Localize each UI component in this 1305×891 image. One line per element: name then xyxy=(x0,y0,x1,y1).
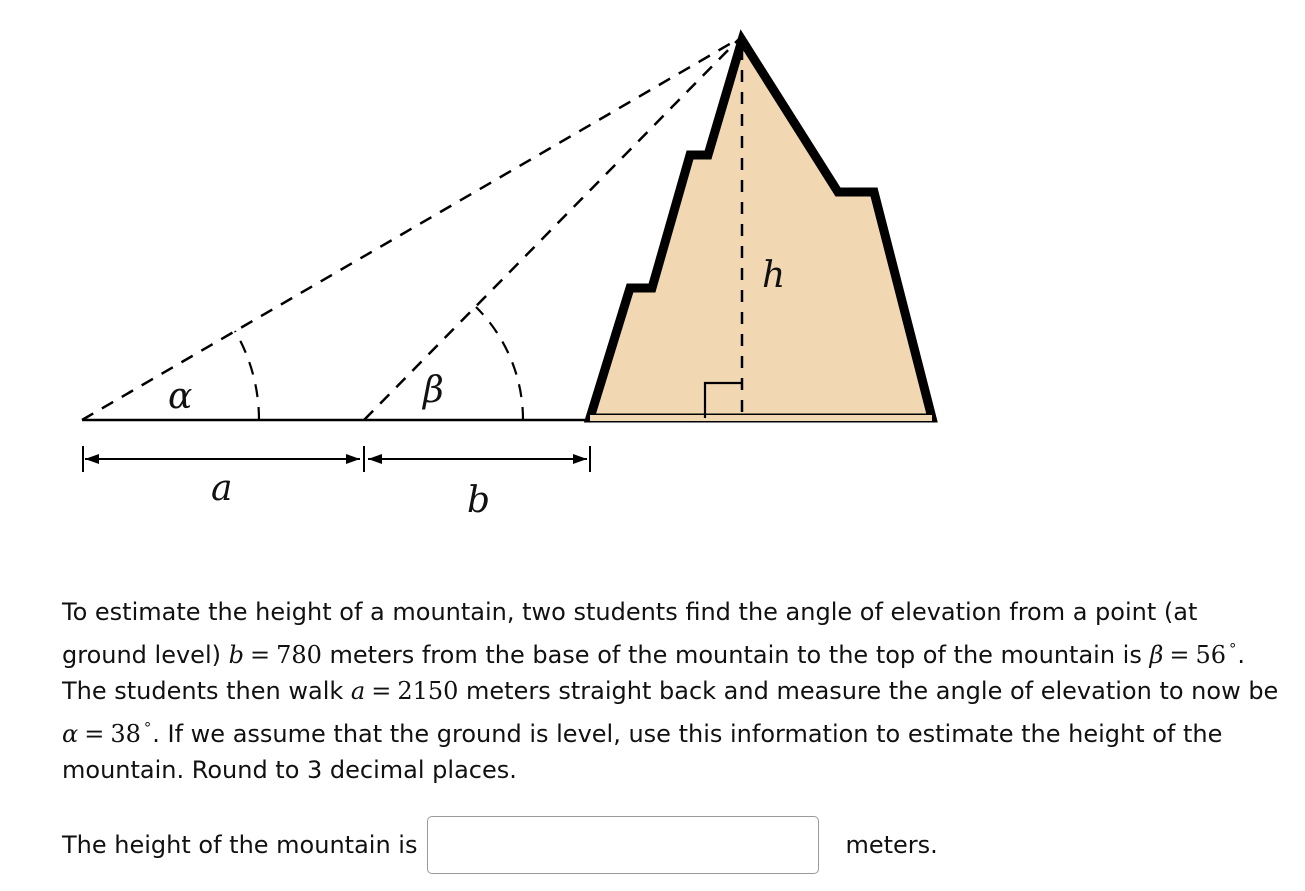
alpha-label: α xyxy=(168,376,193,417)
degree-symbol: ∘ xyxy=(142,714,153,733)
b-label: b xyxy=(467,480,491,521)
problem-text-1: To estimate the height of a mountain, two students find the angle of elevation from a point (at ground level) xyxy=(62,598,1198,669)
degree-symbol: ∘ xyxy=(1228,635,1238,654)
beta-label: β xyxy=(423,370,444,411)
problem-text-4: meters straight back and measure the angle of elevation to now be xyxy=(458,677,1279,705)
alpha-value: 38 xyxy=(110,719,141,748)
problem-text-2: meters from the base of the mountain to the top of the mountain is xyxy=(321,640,1150,669)
answer-prompt: The height of the mountain is xyxy=(62,831,418,859)
h-label: h xyxy=(762,255,786,296)
answer-unit: meters. xyxy=(845,831,938,859)
answer-row xyxy=(62,814,938,876)
alpha-arc xyxy=(235,331,259,420)
a-variable: a xyxy=(350,677,366,705)
a-value: 2150 xyxy=(397,677,459,705)
b-variable: b xyxy=(228,640,244,669)
problem-text-3: . The students then walk xyxy=(62,640,1246,705)
beta-arc xyxy=(476,307,523,420)
equals-sign: = xyxy=(1169,640,1190,669)
a-label: a xyxy=(211,468,233,509)
equals-sign: = xyxy=(371,677,392,705)
equals-sign: = xyxy=(84,719,105,748)
equals-sign: = xyxy=(249,640,271,669)
b-value: 780 xyxy=(276,640,322,669)
alpha-variable: α xyxy=(62,719,79,748)
problem-statement xyxy=(62,594,1282,789)
beta-value: 56 xyxy=(1195,640,1226,669)
beta-variable: β xyxy=(1149,640,1164,669)
problem-text-5: . If we assume that the ground is level, use this information to estimate the height of the mountain. Round to 3 decimal places. xyxy=(62,719,1223,784)
height-answer-input[interactable] xyxy=(427,816,819,874)
